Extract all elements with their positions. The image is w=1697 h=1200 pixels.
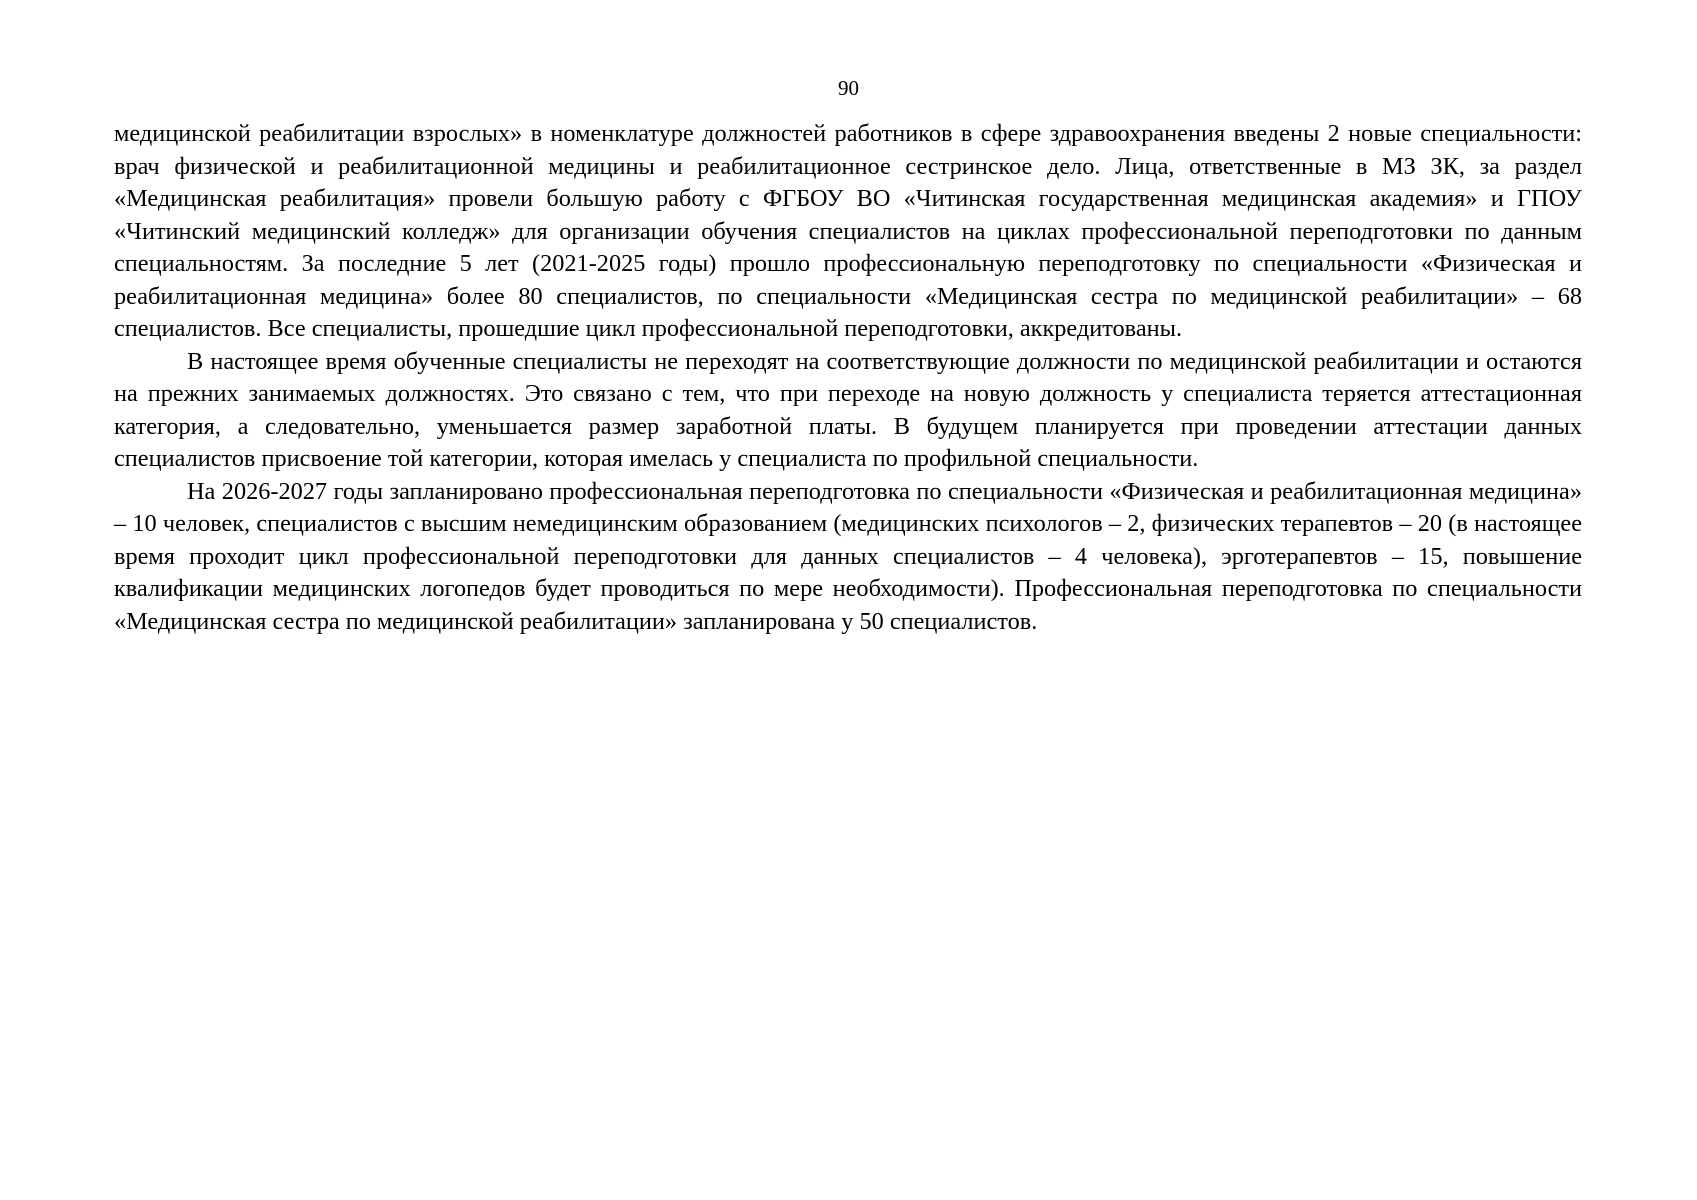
paragraph-training-plan-2026-2027: На 2026-2027 годы запланировано профессиональная переподготовка по специальности «Физическая и реабилитационная медицина» – 10 человек, специалистов с высшим немедицинским образованием (медицинских психологов – 2, физических терапевтов – 20 (в настоящее время проходит цикл профессиональной переподготовки для данных специалистов – 4 человека), эрготерапевтов – 15, повышение квалификации медицинских логопедов будет проводиться по мере необходимости). Профессиональная переподготовка по специальности «Медицинская сестра по медицинской реабилитации» запланирована у 50 специалистов. bbox=[114, 477, 1582, 635]
body-text bbox=[114, 118, 1582, 638]
paragraph-continuation: медицинской реабилитации взрослых» в номенклатуре должностей работников в сфере здравоохранения введены 2 новые специальности: врач физической и реабилитационной медицины и реабилитационное сестринское дело. Лица, ответственные в МЗ ЗК, за раздел «Медицинская реабилитация» провели большую работу с ФГБОУ ВО «Читинская государственная медицинская академия» и ГПОУ «Читинский медицинский колледж» для организации обучения специалистов на циклах профессиональной переподготовки по данным специальностям. За последние 5 лет (2021-2025 годы) прошло профессиональную переподготовку по специальности «Физическая и реабилитационная медицина» более 80 специалистов, по специальности «Медицинская сестра по медицинской реабилитации» – 68 специалистов. Все специалисты, прошедшие цикл профессиональной переподготовки, аккредитованы. bbox=[114, 120, 1582, 342]
page-number: 90 bbox=[838, 76, 859, 100]
paragraph-trained-specialists: В настоящее время обученные специалисты не переходят на соответствующие должности по медицинской реабилитации и остаются на прежних занимаемых должностях. Это связано с тем, что при переходе на новую должность у специалиста теряется аттестационная категория, а следовательно, уменьшается размер заработной платы. В будущем планируется при проведении аттестации данных специалистов присвоение той категории, которая имелась у специалиста по профильной специальности. bbox=[114, 347, 1582, 472]
